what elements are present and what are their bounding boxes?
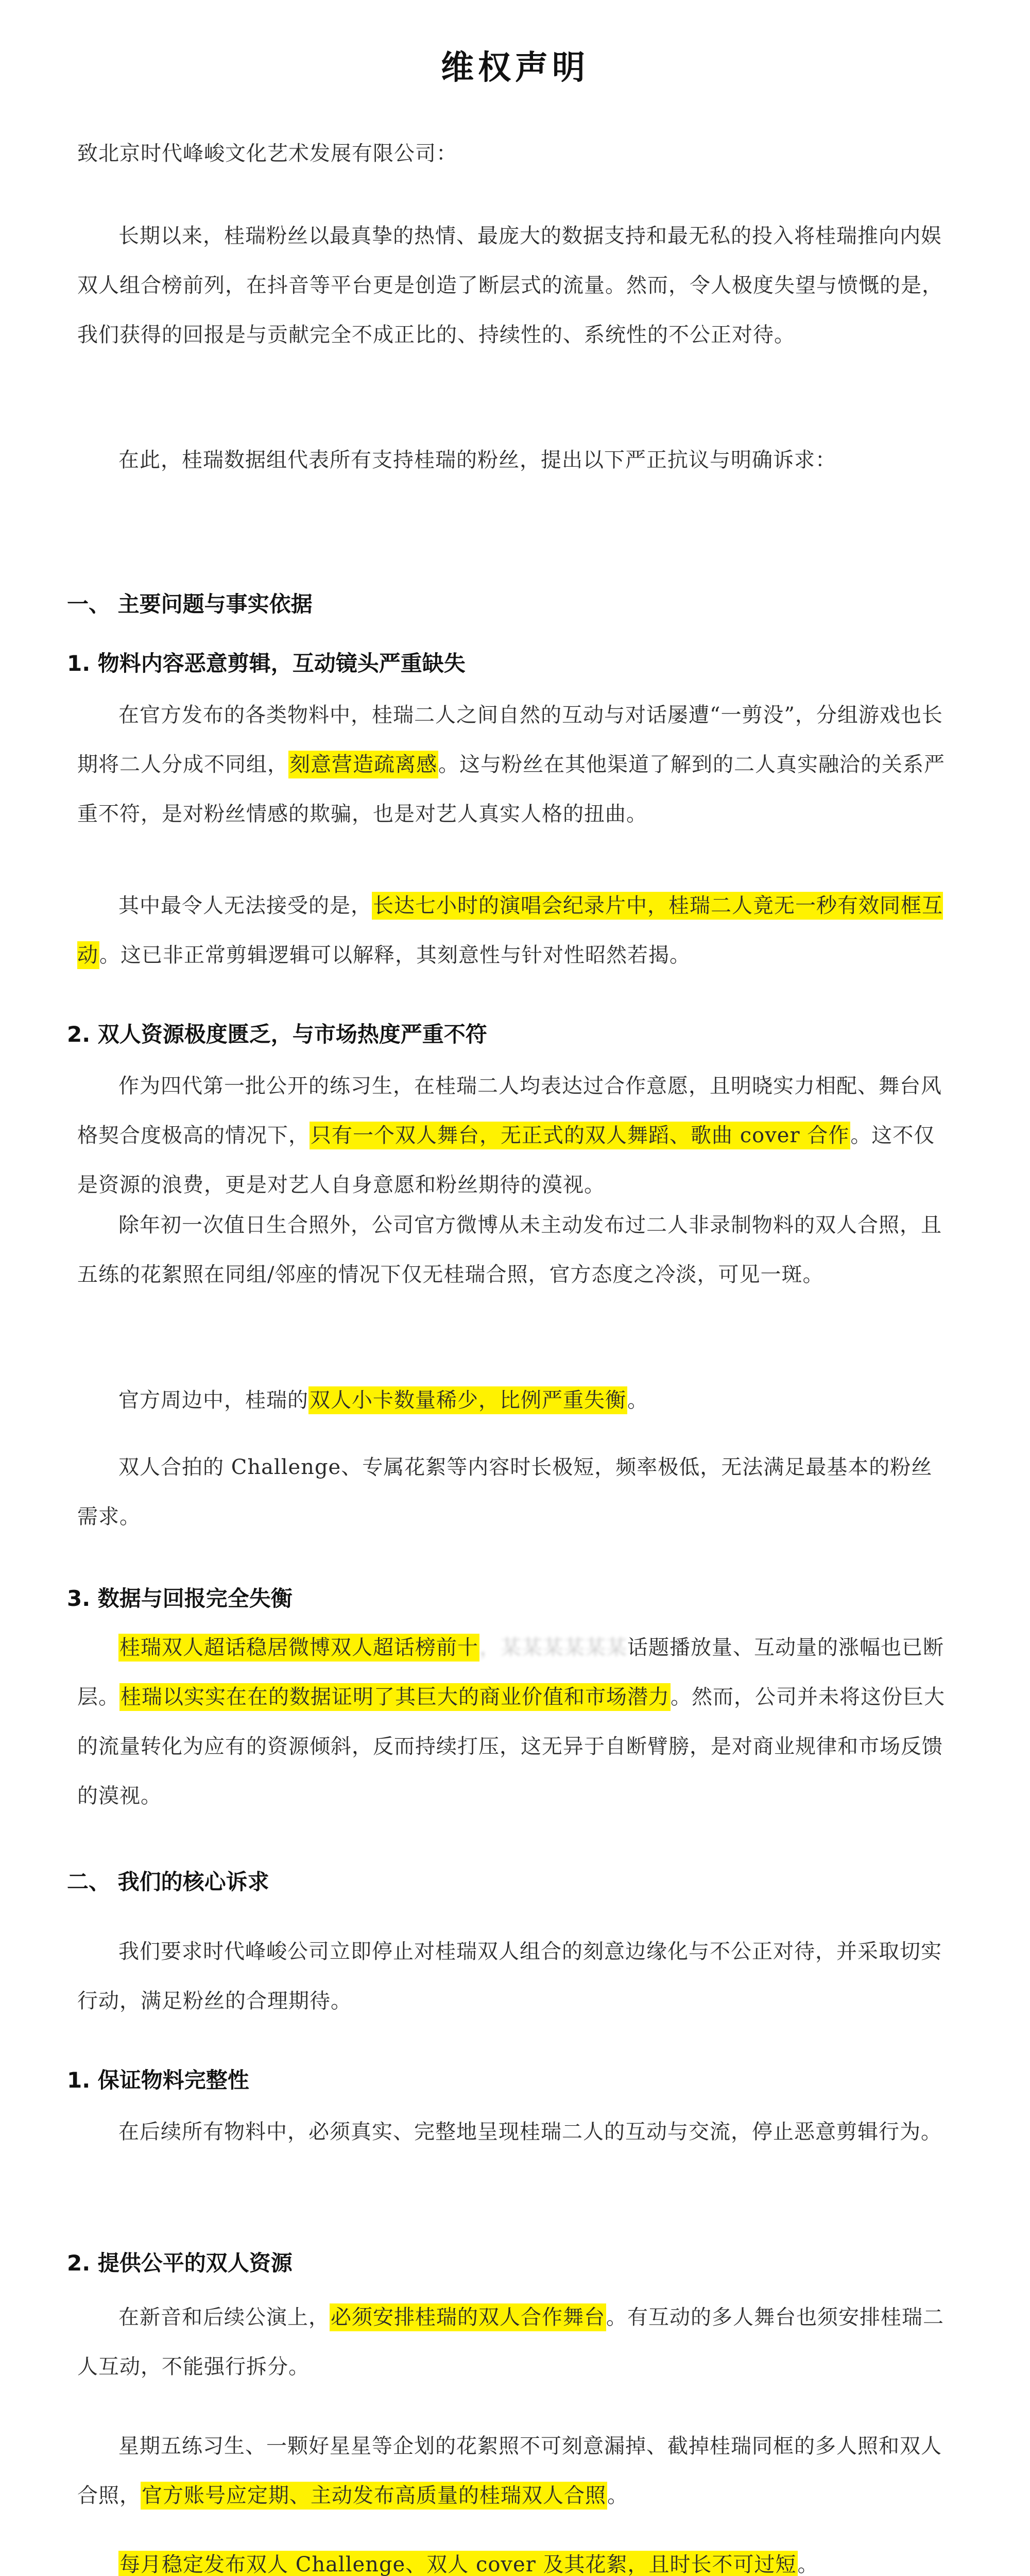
highlight: 官方账号应定期、主动发布高质量的桂瑞双人合照 bbox=[141, 2482, 607, 2510]
highlight: 长达七小时的演唱会纪录片中，桂瑞二人竟无一秒有效同框互动 bbox=[77, 892, 943, 969]
issue-2-paragraph-3: 官方周边中，桂瑞的双人小卡数量稀少，比例严重失衡。 bbox=[77, 1376, 953, 1425]
section-heading-issues: 一、 主要问题与事实依据 bbox=[67, 591, 313, 617]
demands-intro: 我们要求时代峰峻公司立即停止对桂瑞双人组合的刻意边缘化与不公正对待，并采取切实行动，满足粉丝的合理期待。 bbox=[77, 1940, 942, 2013]
highlight: 桂瑞以实实在在的数据证明了其巨大的商业价值和市场潜力 bbox=[119, 1683, 671, 1711]
issue-heading-3: 3. 数据与回报完全失衡 bbox=[67, 1586, 293, 1611]
demand-1-paragraph: 在后续所有物料中，必须真实、完整地呈现桂瑞二人的互动与交流，停止恶意剪辑行为。 bbox=[118, 2120, 942, 2144]
demand-2-paragraph-2: 星期五练习生、一颗好星星等企划的花絮照不可刻意漏掉、截掉桂瑞同框的多人照和双人合照，官方账号应定期、主动发布高质量的桂瑞双人合照。 bbox=[77, 2421, 953, 2520]
demand-heading-2: 2. 提供公平的双人资源 bbox=[67, 2250, 293, 2276]
issue-3-paragraph-1: 桂瑞双人超话稳居微博双人超话榜前十，某某某某某某话题播放量、互动量的涨幅也已断层。桂瑞以实实在在的数据证明了其巨大的商业价值和市场潜力。然而，公司并未将这份巨大的流量转化为应有的资源倾斜，反而持续打压，这无异于自断臂膀，是对商业规律和市场反馈的漠视。 bbox=[77, 1623, 953, 1821]
issue-1-paragraph-1: 在官方发布的各类物料中，桂瑞二人之间自然的互动与对话屡遭“一剪没”，分组游戏也长期将二人分成不同组，刻意营造疏离感。这与粉丝在其他渠道了解到的二人真实融洽的关系严重不符，是对粉丝情感的欺骗，也是对艺人真实人格的扭曲。 bbox=[77, 703, 945, 826]
highlight: 桂瑞双人超话稳居微博双人超话榜前十 bbox=[118, 1634, 479, 1662]
highlight: 双人小卡数量稀少，比例严重失衡 bbox=[308, 1386, 627, 1414]
issue-2-paragraph-4: 双人合拍的 Challenge、专属花絮等内容时长极短，频率极低，无法满足最基本的粉丝需求。 bbox=[77, 1455, 933, 1529]
intro-paragraph-1: 长期以来，桂瑞粉丝以最真挚的热情、最庞大的数据支持和最无私的投入将桂瑞推向内娱双人组合榜前列，在抖音等平台更是创造了断层式的流量。然而，令人极度失望与愤慨的是，我们获得的回报是与贡献完全不成正比的、持续性的、系统性的不公正对待。 bbox=[77, 224, 943, 347]
issue-2-paragraph-2: 除年初一次值日生合照外，公司官方微博从未主动发布过二人非录制物料的双人合照，且五练的花絮照在同组/邻座的情况下仅无桂瑞合照，官方态度之冷淡，可见一斑。 bbox=[77, 1213, 942, 1286]
issue-2-paragraph-1: 作为四代第一批公开的练习生，在桂瑞二人均表达过合作意愿，且明晓实力相配、舞台风格契合度极高的情况下，只有一个双人舞台，无正式的双人舞蹈、歌曲 cover 合作。这不仅是资源的浪费，更是对艺人自身意愿和粉丝期待的漠视。 bbox=[77, 1074, 942, 1197]
highlight: 刻意营造疏离感 bbox=[288, 751, 438, 778]
highlight: 只有一个双人舞台，无正式的双人舞蹈、歌曲 cover 合作 bbox=[310, 1122, 850, 1149]
page-title: 维权声明 bbox=[441, 49, 589, 87]
demand-2-paragraph-1: 在新音和后续公演上，必须安排桂瑞的双人合作舞台。有互动的多人舞台也须安排桂瑞二人互动，不能强行拆分。 bbox=[77, 2293, 953, 2392]
redacted-text: ，某某某某某某 bbox=[479, 1636, 627, 1659]
highlight: 每月稳定发布双人 Challenge、双人 cover 及其花絮，且时长不可过短 bbox=[118, 2551, 798, 2576]
issue-heading-2: 2. 双人资源极度匮乏，与市场热度严重不符 bbox=[67, 1022, 487, 1047]
highlight: 必须安排桂瑞的双人合作舞台 bbox=[330, 2303, 606, 2331]
section-heading-demands: 二、 我们的核心诉求 bbox=[67, 1869, 269, 1894]
demand-2-paragraph-3: 每月稳定发布双人 Challenge、双人 cover 及其花絮，且时长不可过短。 bbox=[77, 2540, 953, 2576]
addressee: 致北京时代峰峻文化艺术发展有限公司： bbox=[77, 142, 457, 165]
demand-heading-1: 1. 保证物料完整性 bbox=[67, 2067, 249, 2093]
issue-1-paragraph-2: 其中最令人无法接受的是，长达七小时的演唱会纪录片中，桂瑞二人竟无一秒有效同框互动。这已非正常剪辑逻辑可以解释，其刻意性与针对性昭然若揭。 bbox=[77, 881, 953, 980]
intro-paragraph-2: 在此，桂瑞数据组代表所有支持桂瑞的粉丝，提出以下严正抗议与明确诉求： bbox=[118, 448, 836, 472]
issue-heading-1: 1. 物料内容恶意剪辑，互动镜头严重缺失 bbox=[67, 651, 466, 676]
